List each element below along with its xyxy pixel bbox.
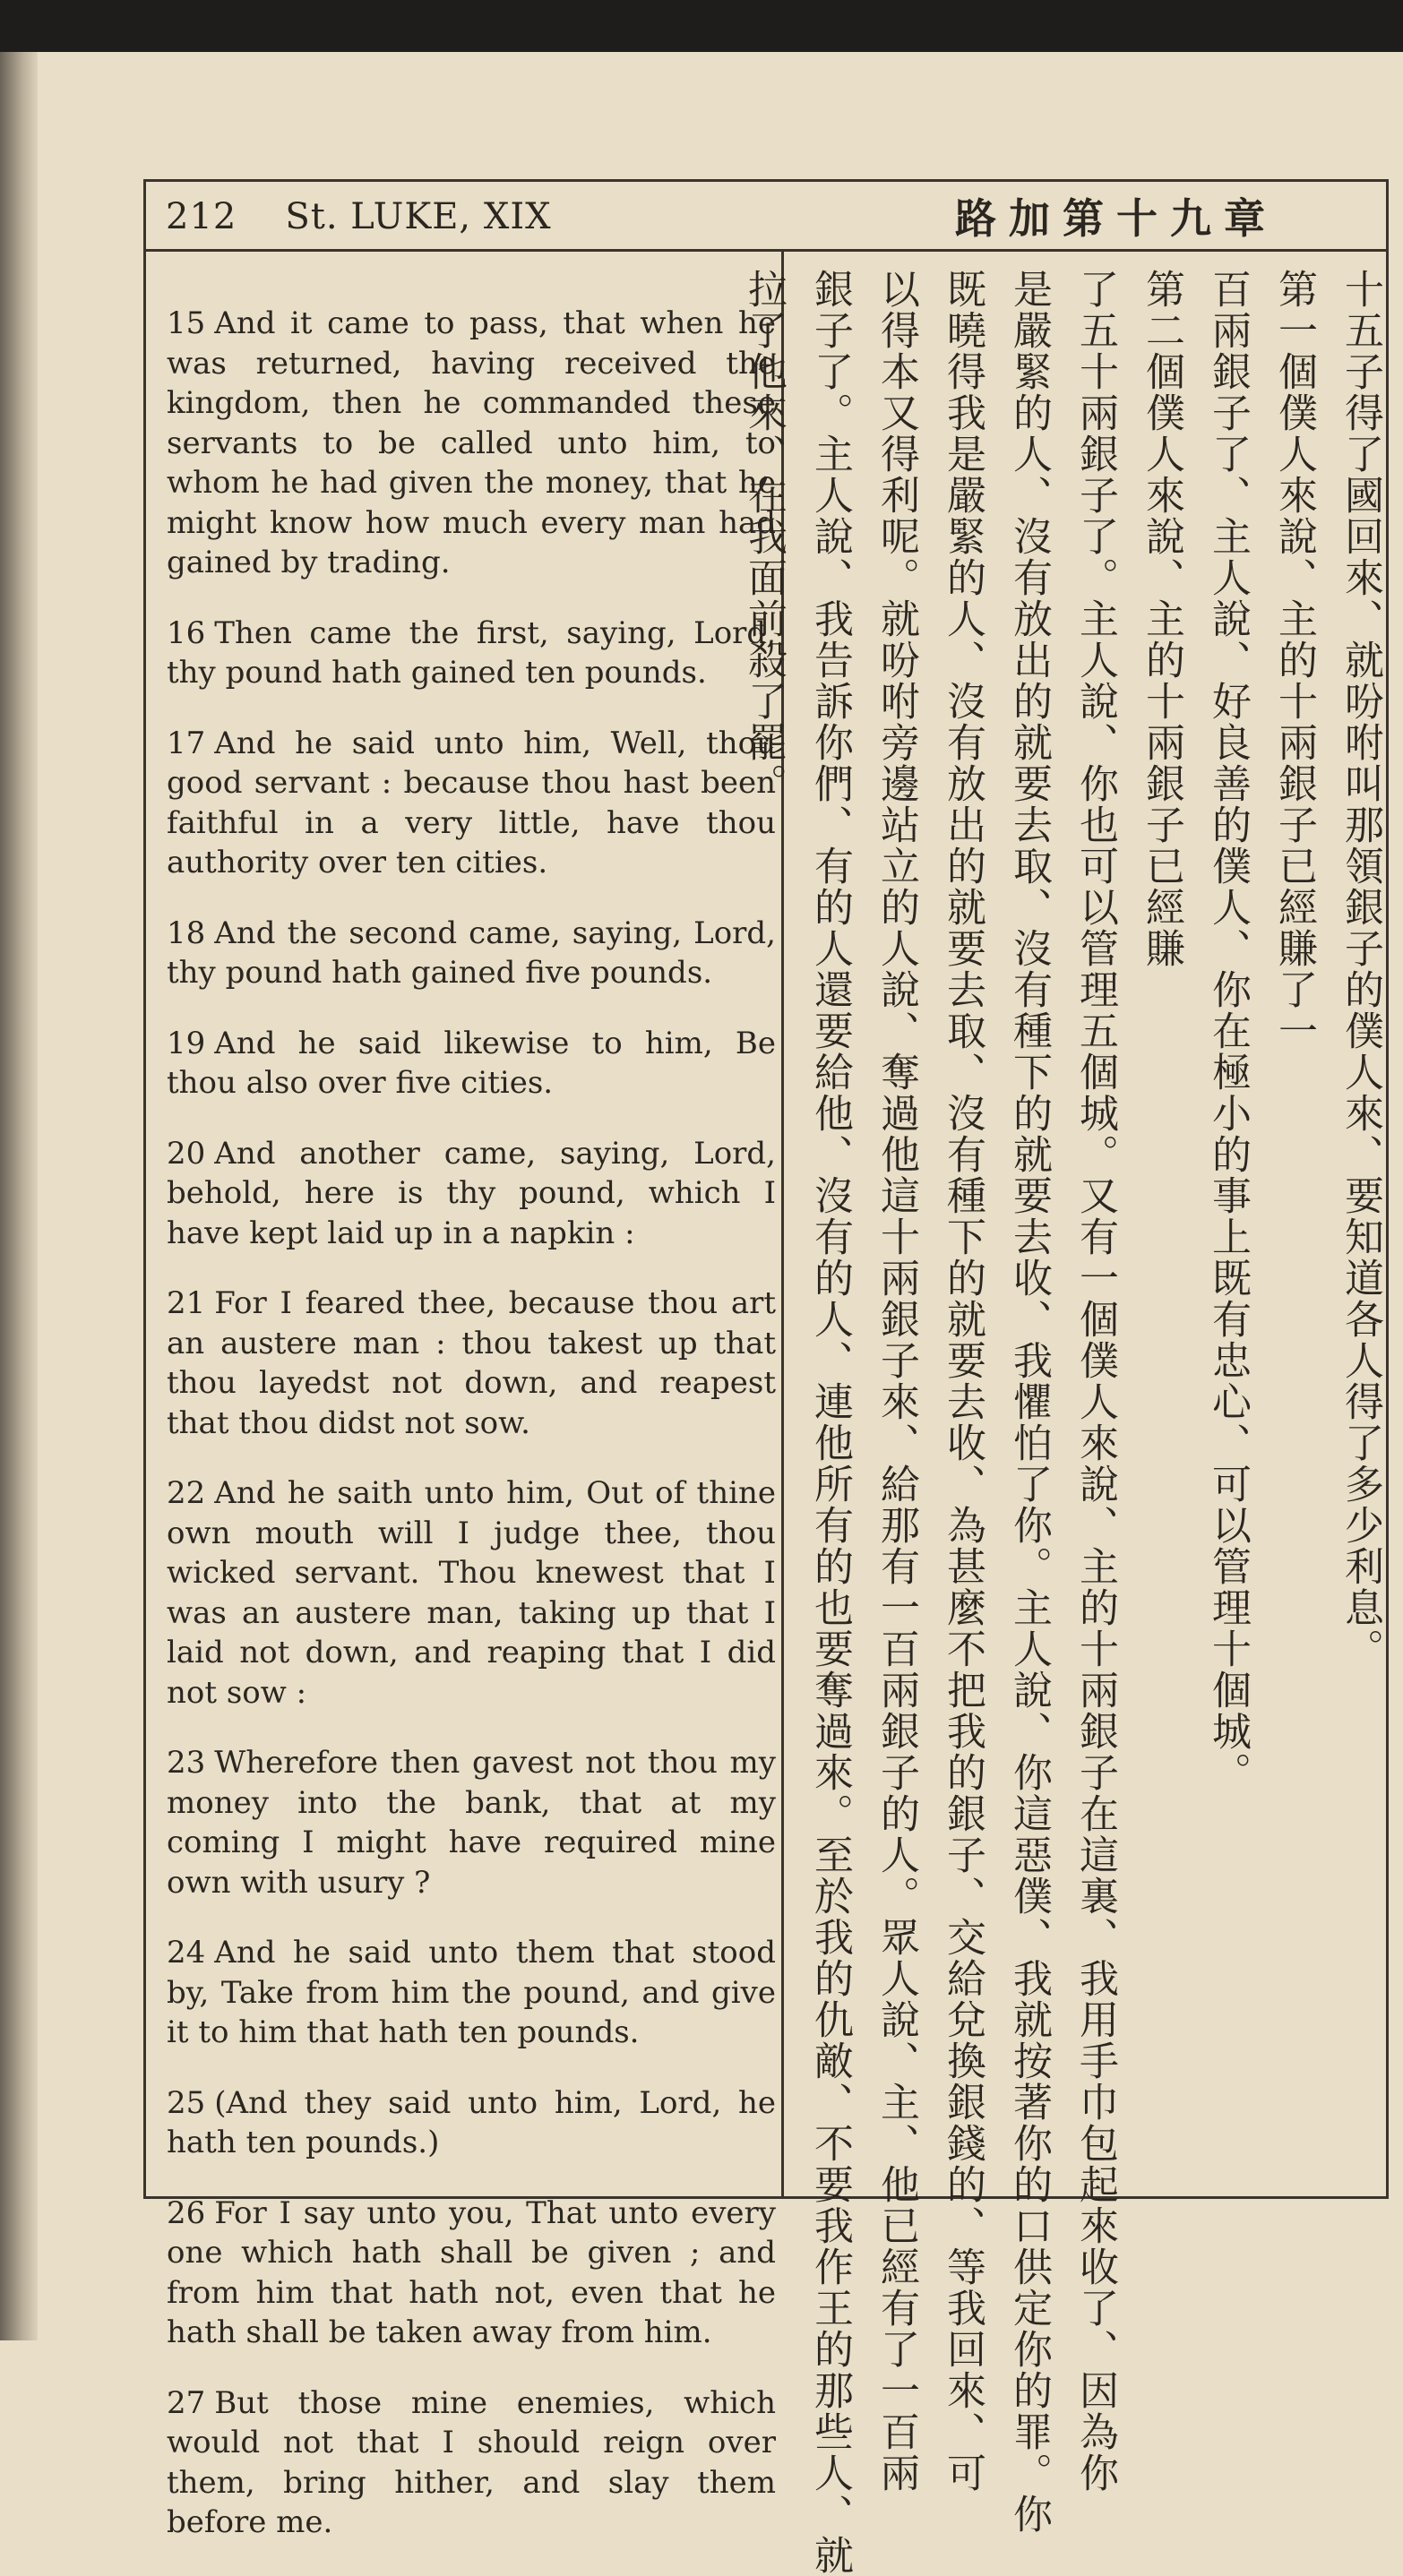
top-dark-strip [0,0,1403,52]
verse-22: 22 And he saith unto him, Out of thine own mouth will I judge thee, thou wicked servant. Thou knewest that I was an austere man, taking up that I laid not down, and reaping that I did not sow : [167,1475,776,1711]
verse-25: 25 (And they said unto him, Lord, he hath ten pounds.) [167,2084,776,2160]
chinese-text-column: 十五子得了國回來、就吩咐叫那領銀子的僕人來、要知道各人得了多少利息。 [1338,269,1383,1670]
verse-17: 17 And he said unto him, Well, thou good servant : because thou hast been faithful in a very little, have thou authority over ten cities. [167,725,776,880]
chinese-column [736,269,1387,2576]
verse-16: 16 Then came the first, saying, Lord, thy pound hath gained ten pounds. [167,614,776,691]
verse-15: 15 And it came to pass, that when he was returned, having received the kingdom, then he commanded these servants to be called unto him, to whom he had given the money, that he might know how much every man had gained by trading. [167,305,776,580]
chinese-text-column: 是嚴緊的人、沒有放出的就要去取、沒有種下的就要去收、我懼怕了你。主人說、你這惡僕、我就按著你的口供定你的罪。你 [1006,269,1052,2535]
header-rule [143,249,1389,252]
verse-27: 27 But those mine enemies, which would not that I should reign over them, bring hither, and slay them before me. [167,2384,776,2540]
book-title: St. LUKE, XIX [285,196,552,237]
chinese-text-column: 拉了他來、在我面前殺了罷。 [741,269,787,804]
chinese-text-column: 既曉得我是嚴緊的人、沒有放出的就要去取、沒有種下的就要去收、為甚麼不把我的銀子、交給兌換銀錢的、等我回來、可 [940,269,986,2494]
chinese-text-column: 銀子了。主人說、我告訴你們、有的人還要給他、沒有的人、連他所有的也要奪過來。至於我的仇敵、不要我作王的那些人、就 [807,269,853,2576]
verse-24: 24 And he said unto them that stood by, Take from him the pound, and give it to him that hath ten pounds. [167,1935,776,2050]
verse-19: 19 And he said likewise to him, Be thou also over five cities. [167,1025,776,1101]
verse-23: 23 Wherefore then gavest not thou my money into the bank, that at my coming I might have required mine own with usury ? [167,1745,776,1901]
verse-20: 20 And another came, saying, Lord, behold, here is thy pound, which I have kept laid up in a napkin : [167,1135,776,1251]
chinese-text-column: 第一個僕人來說、主的十兩銀子已經賺了一 [1271,269,1317,1052]
page-number: 212 [166,196,237,237]
verse-26: 26 For I say unto you, That unto every one which hath shall be given ; and from him that hath not, even that he hath shall be taken away from him. [167,2194,776,2350]
page-edge [0,52,38,2340]
chinese-text-column: 百兩銀子了、主人說、好良善的僕人、你在極小的事上既有忠心、可以管理十個城。 [1205,269,1251,1793]
verse-18: 18 And the second came, saying, Lord, thy pound hath gained five pounds. [167,914,776,991]
chinese-text-column: 第二個僕人來說、主的十兩銀子已經賺 [1139,269,1184,969]
chinese-text-column: 以得本又得利呢。就吩咐旁邊站立的人說、奪過他這十兩銀子來、給那有一百兩銀子的人。眾人說、主、他已經有了一百兩 [874,269,919,2494]
running-header-left [166,190,552,244]
running-header-chinese [955,188,1278,244]
chinese-title: 路加第十九章 [955,194,1278,243]
chinese-text-column: 了五十兩銀子了。主人說、你也可以管理五個城。又有一個僕人來說、主的十兩銀子在這裏、我用手巾包起來收了、因為你 [1072,269,1118,2494]
english-column [167,273,776,2543]
verse-21: 21 For I feared thee, because thou art an austere man : thou takest up that thou layedst not down, and reapest that thou didst not sow. [167,1285,776,1441]
